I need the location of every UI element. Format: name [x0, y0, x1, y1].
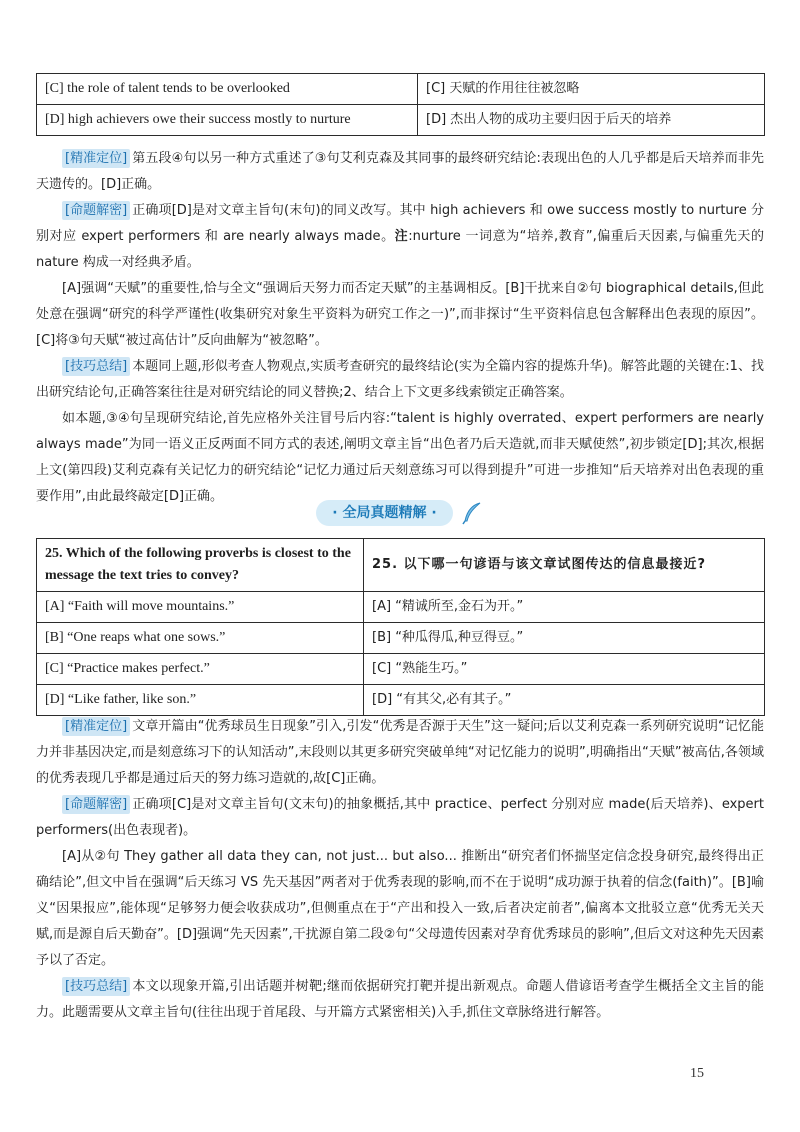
paragraph-distractors: [A]从②句 They gather all data they can, not just... but also... 推断出“研究者们怀揣坚定信念投身研究,最终得出正确结论”,但文中旨在强调“后天练习 VS 先天基因”两者对于优秀表现的影响,而不在于说明“成功源于执着的信念(faith)”。[B]喻义“因果报应”,能体现“足够努力便会收获成功”,但侧重点在于“产出和投入一致,后者决定前者”,偏离本文批驳立意“优秀无关天赋,而是源自后天勤奋”。[D]强调“先天因素”,干扰源自第二段②句“父母遗传因素对孕育优秀球员的影响”,但后文对这种先天因素予以了否定。: [36, 849, 764, 968]
table-row: [37, 623, 765, 654]
paragraph-text: 正确项[D]是对文章主旨句(末句)的同义改写。其中 high achievers 和 owe success mostly to nurture 分别对应 expert performers 和 are nearly always made。: [36, 203, 764, 244]
tag-positioning: [精准定位]: [62, 149, 130, 168]
option-zh: [C] “熟能生巧。”: [364, 654, 765, 685]
option-en: [C] “Practice makes perfect.”: [37, 654, 364, 685]
tag-positioning: [精准定位]: [62, 717, 130, 736]
question-row: [37, 539, 765, 592]
paragraph-text: :nurture 一词意为“培养,教育”,偏重后天因素,与偏重先天的 nature 构成一对经典矛盾。: [36, 229, 764, 270]
feather-pen-icon: [460, 501, 484, 525]
paragraph-text: 正确项[C]是对文章主旨句(文末句)的抽象概括,其中 practice、perfect 分别对应 made(后天培养)、expert performers(出色表现者)。: [36, 797, 764, 838]
paragraph-skills: [36, 974, 764, 1026]
table-row: [37, 654, 765, 685]
paragraph-distractors: [A]强调“天赋”的重要性,恰与全文“强调后天努力而否定天赋”的主基调相反。[B]干扰来自②句 biographical details,但此处意在强调“研究的科学严谨性(收集研究对象生平资料为研究工作之一)”,而非探讨“生平资料信息包含解释出色表现的原因”。[C]将③句天赋“被过高估计”反向曲解为“被忽略”。: [36, 281, 764, 348]
option-en: [A] “Faith will move mountains.”: [37, 592, 364, 623]
option-zh: [D] 杰出人物的成功主要归因于后天的培养: [418, 105, 765, 136]
table-row: [37, 105, 765, 136]
paragraph-skills: [36, 354, 764, 406]
note-label: 注: [394, 229, 409, 244]
section-title: [0, 500, 800, 526]
tag-skills: [技巧总结]: [62, 357, 130, 376]
paragraph-text: 本文以现象开篇,引出话题并树靶;继而依据研究打靶并提出新观点。命题人借谚语考查学生概括全文主旨的能力。此题需要从文章主旨句(往往出现于首尾段、与开篇方式紧密相关)入手,抓住文章脉络进行解答。: [36, 979, 764, 1020]
table-row: [37, 74, 765, 105]
section-title-label: · 全局真题精解 ·: [316, 500, 452, 526]
option-zh: [A] “精诚所至,金石为开。”: [364, 592, 765, 623]
options-table-24: [36, 73, 765, 136]
option-zh: [C] 天赋的作用往往被忽略: [418, 74, 765, 105]
option-zh: [D] “有其父,必有其子。”: [364, 685, 765, 716]
option-en: [D] high achievers owe their success mostly to nurture: [37, 105, 418, 136]
table-row: [37, 592, 765, 623]
options-table-25: [36, 538, 765, 716]
paragraph-text: 本题同上题,形似考查人物观点,实质考查研究的最终结论(实为全篇内容的提炼升华)。解答此题的关键在:1、找出研究结论句,正确答案往往是对研究结论的同义替换;2、结合上下文更多线索锁定正确答案。: [36, 359, 764, 400]
paragraph-text: 第五段④句以另一种方式重述了③句艾利克森及其同事的最终研究结论:表现出色的人几乎都是后天培养而非先天遗传的。[D]正确。: [36, 151, 764, 192]
page-number: 15: [690, 1066, 704, 1081]
table-row: [37, 685, 765, 716]
tag-skills: [技巧总结]: [62, 977, 130, 996]
option-en: [C] the role of talent tends to be overlooked: [37, 74, 418, 105]
paragraph-positioning: [36, 146, 764, 198]
paragraph-example: 如本题,③④句呈现研究结论,首先应格外关注冒号后内容:“talent is highly overrated、expert performers are nearly always made”为同一语义正反两面不同方式的表述,阐明文章主旨“出色者乃后天造就,而非天赋使然”,初步锁定[D];其次,根据上文(第四段)艾利克森有关记忆力的研究结论“记忆力通过后天刻意练习可以得到提升”可进一步推知“后天培养对出色表现的重要作用”,由此最终敲定[D]正确。: [36, 411, 764, 504]
analysis-block-24: [36, 146, 764, 510]
analysis-block-25: [36, 714, 764, 1026]
option-zh: [B] “种瓜得瓜,种豆得豆。”: [364, 623, 765, 654]
paragraph-decoding: [36, 792, 764, 844]
option-en: [B] “One reaps what one sows.”: [37, 623, 364, 654]
question-en: 25. Which of the following proverbs is closest to the message the text tries to convey?: [37, 539, 364, 592]
tag-decoding: [命题解密]: [62, 795, 130, 814]
option-en: [D] “Like father, like son.”: [37, 685, 364, 716]
paragraph-text: 文章开篇由“优秀球员生日现象”引入,引发“优秀是否源于天生”这一疑问;后以艾利克森一系列研究说明“记忆能力并非基因决定,而是刻意练习下的认知活动”,末段则以其更多研究突破单纯“对记忆能力的说明”,明确指出“天赋”被高估,各领域的优秀表现几乎都是通过后天的努力练习造就的,故[C]正确。: [36, 719, 764, 786]
paragraph-decoding: [36, 198, 764, 276]
paragraph-positioning: [36, 714, 764, 792]
question-zh: 25. 以下哪一句谚语与该文章试图传达的信息最接近?: [364, 539, 765, 592]
tag-decoding: [命题解密]: [62, 201, 130, 220]
